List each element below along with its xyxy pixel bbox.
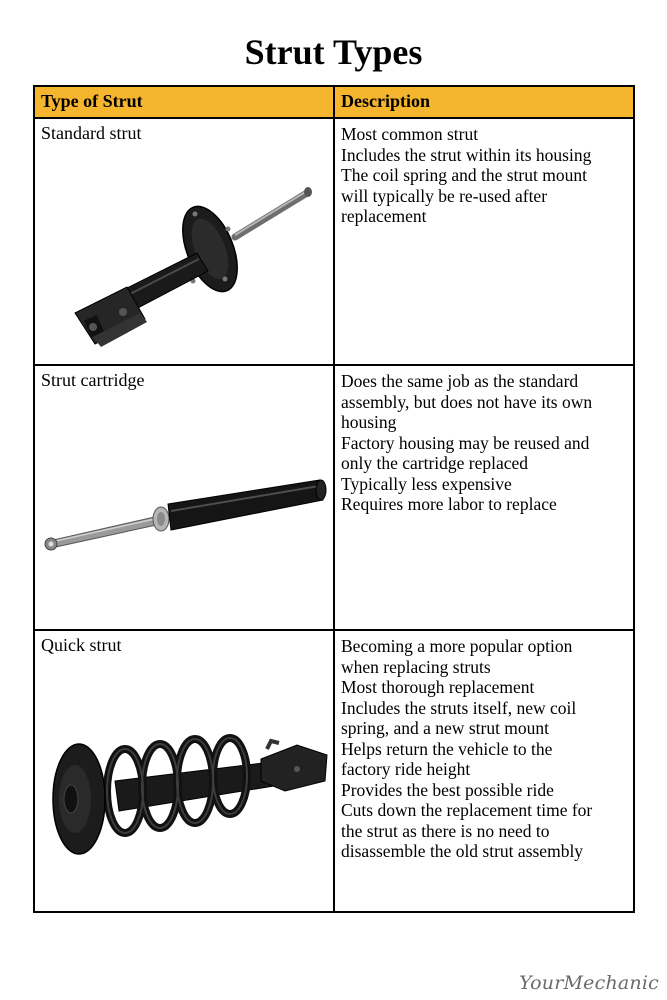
page-title: Strut Types bbox=[244, 32, 423, 72]
table-row bbox=[34, 118, 634, 365]
standard-strut-icon bbox=[35, 119, 333, 364]
list-item: factory ride height bbox=[341, 759, 471, 779]
description-cell bbox=[334, 365, 634, 630]
brand-watermark: YourMechanic bbox=[519, 972, 659, 994]
description-list bbox=[335, 366, 633, 515]
quick-strut-icon bbox=[35, 631, 333, 911]
list-item: replacement bbox=[341, 206, 427, 226]
list-item: the strut as there is no need to bbox=[341, 820, 550, 841]
list-item: spring, and a new strut mount bbox=[341, 718, 550, 738]
table-row bbox=[34, 630, 634, 912]
header-description: Description bbox=[334, 86, 634, 118]
list-item: Becoming a more popular option bbox=[341, 636, 573, 656]
description-cell bbox=[334, 630, 634, 912]
list-item: Helps return the vehicle to the bbox=[341, 738, 553, 759]
type-cell bbox=[34, 630, 334, 912]
list-item: disassemble the old strut assembly bbox=[341, 841, 584, 861]
description-list bbox=[335, 119, 633, 227]
list-item: The coil spring and the strut mount bbox=[341, 165, 587, 185]
list-item: Most thorough replacement bbox=[341, 677, 535, 697]
strut-type-name: Quick strut bbox=[41, 635, 122, 655]
strut-cartridge-icon bbox=[35, 366, 333, 629]
list-item: Includes the struts itself, new coil bbox=[341, 697, 577, 718]
description-cell bbox=[334, 118, 634, 365]
description-list bbox=[335, 631, 633, 862]
list-item: Requires more labor to replace bbox=[341, 494, 557, 514]
list-item: housing bbox=[341, 412, 397, 432]
list-item: Typically less expensive bbox=[341, 473, 512, 494]
list-item: assembly, but does not have its own bbox=[341, 391, 593, 412]
list-item: Provides the best possible ride bbox=[341, 779, 554, 800]
list-item: only the cartridge replaced bbox=[341, 453, 529, 473]
strut-types-table bbox=[33, 85, 635, 913]
list-item: will typically be re-used after bbox=[341, 185, 548, 206]
list-item: Includes the strut within its housing bbox=[341, 144, 592, 165]
table-header-row bbox=[34, 86, 634, 118]
type-cell bbox=[34, 118, 334, 365]
header-type-of-strut: Type of Strut bbox=[34, 86, 334, 118]
list-item: when replacing struts bbox=[341, 656, 491, 677]
strut-type-name: Strut cartridge bbox=[41, 370, 145, 390]
table-row bbox=[34, 365, 634, 630]
list-item: Factory housing may be reused and bbox=[341, 432, 590, 453]
type-cell bbox=[34, 365, 334, 630]
strut-type-name: Standard strut bbox=[41, 123, 142, 143]
list-item: Cuts down the replacement time for bbox=[341, 800, 593, 820]
list-item: Most common strut bbox=[341, 124, 479, 144]
list-item: Does the same job as the standard bbox=[341, 371, 579, 391]
